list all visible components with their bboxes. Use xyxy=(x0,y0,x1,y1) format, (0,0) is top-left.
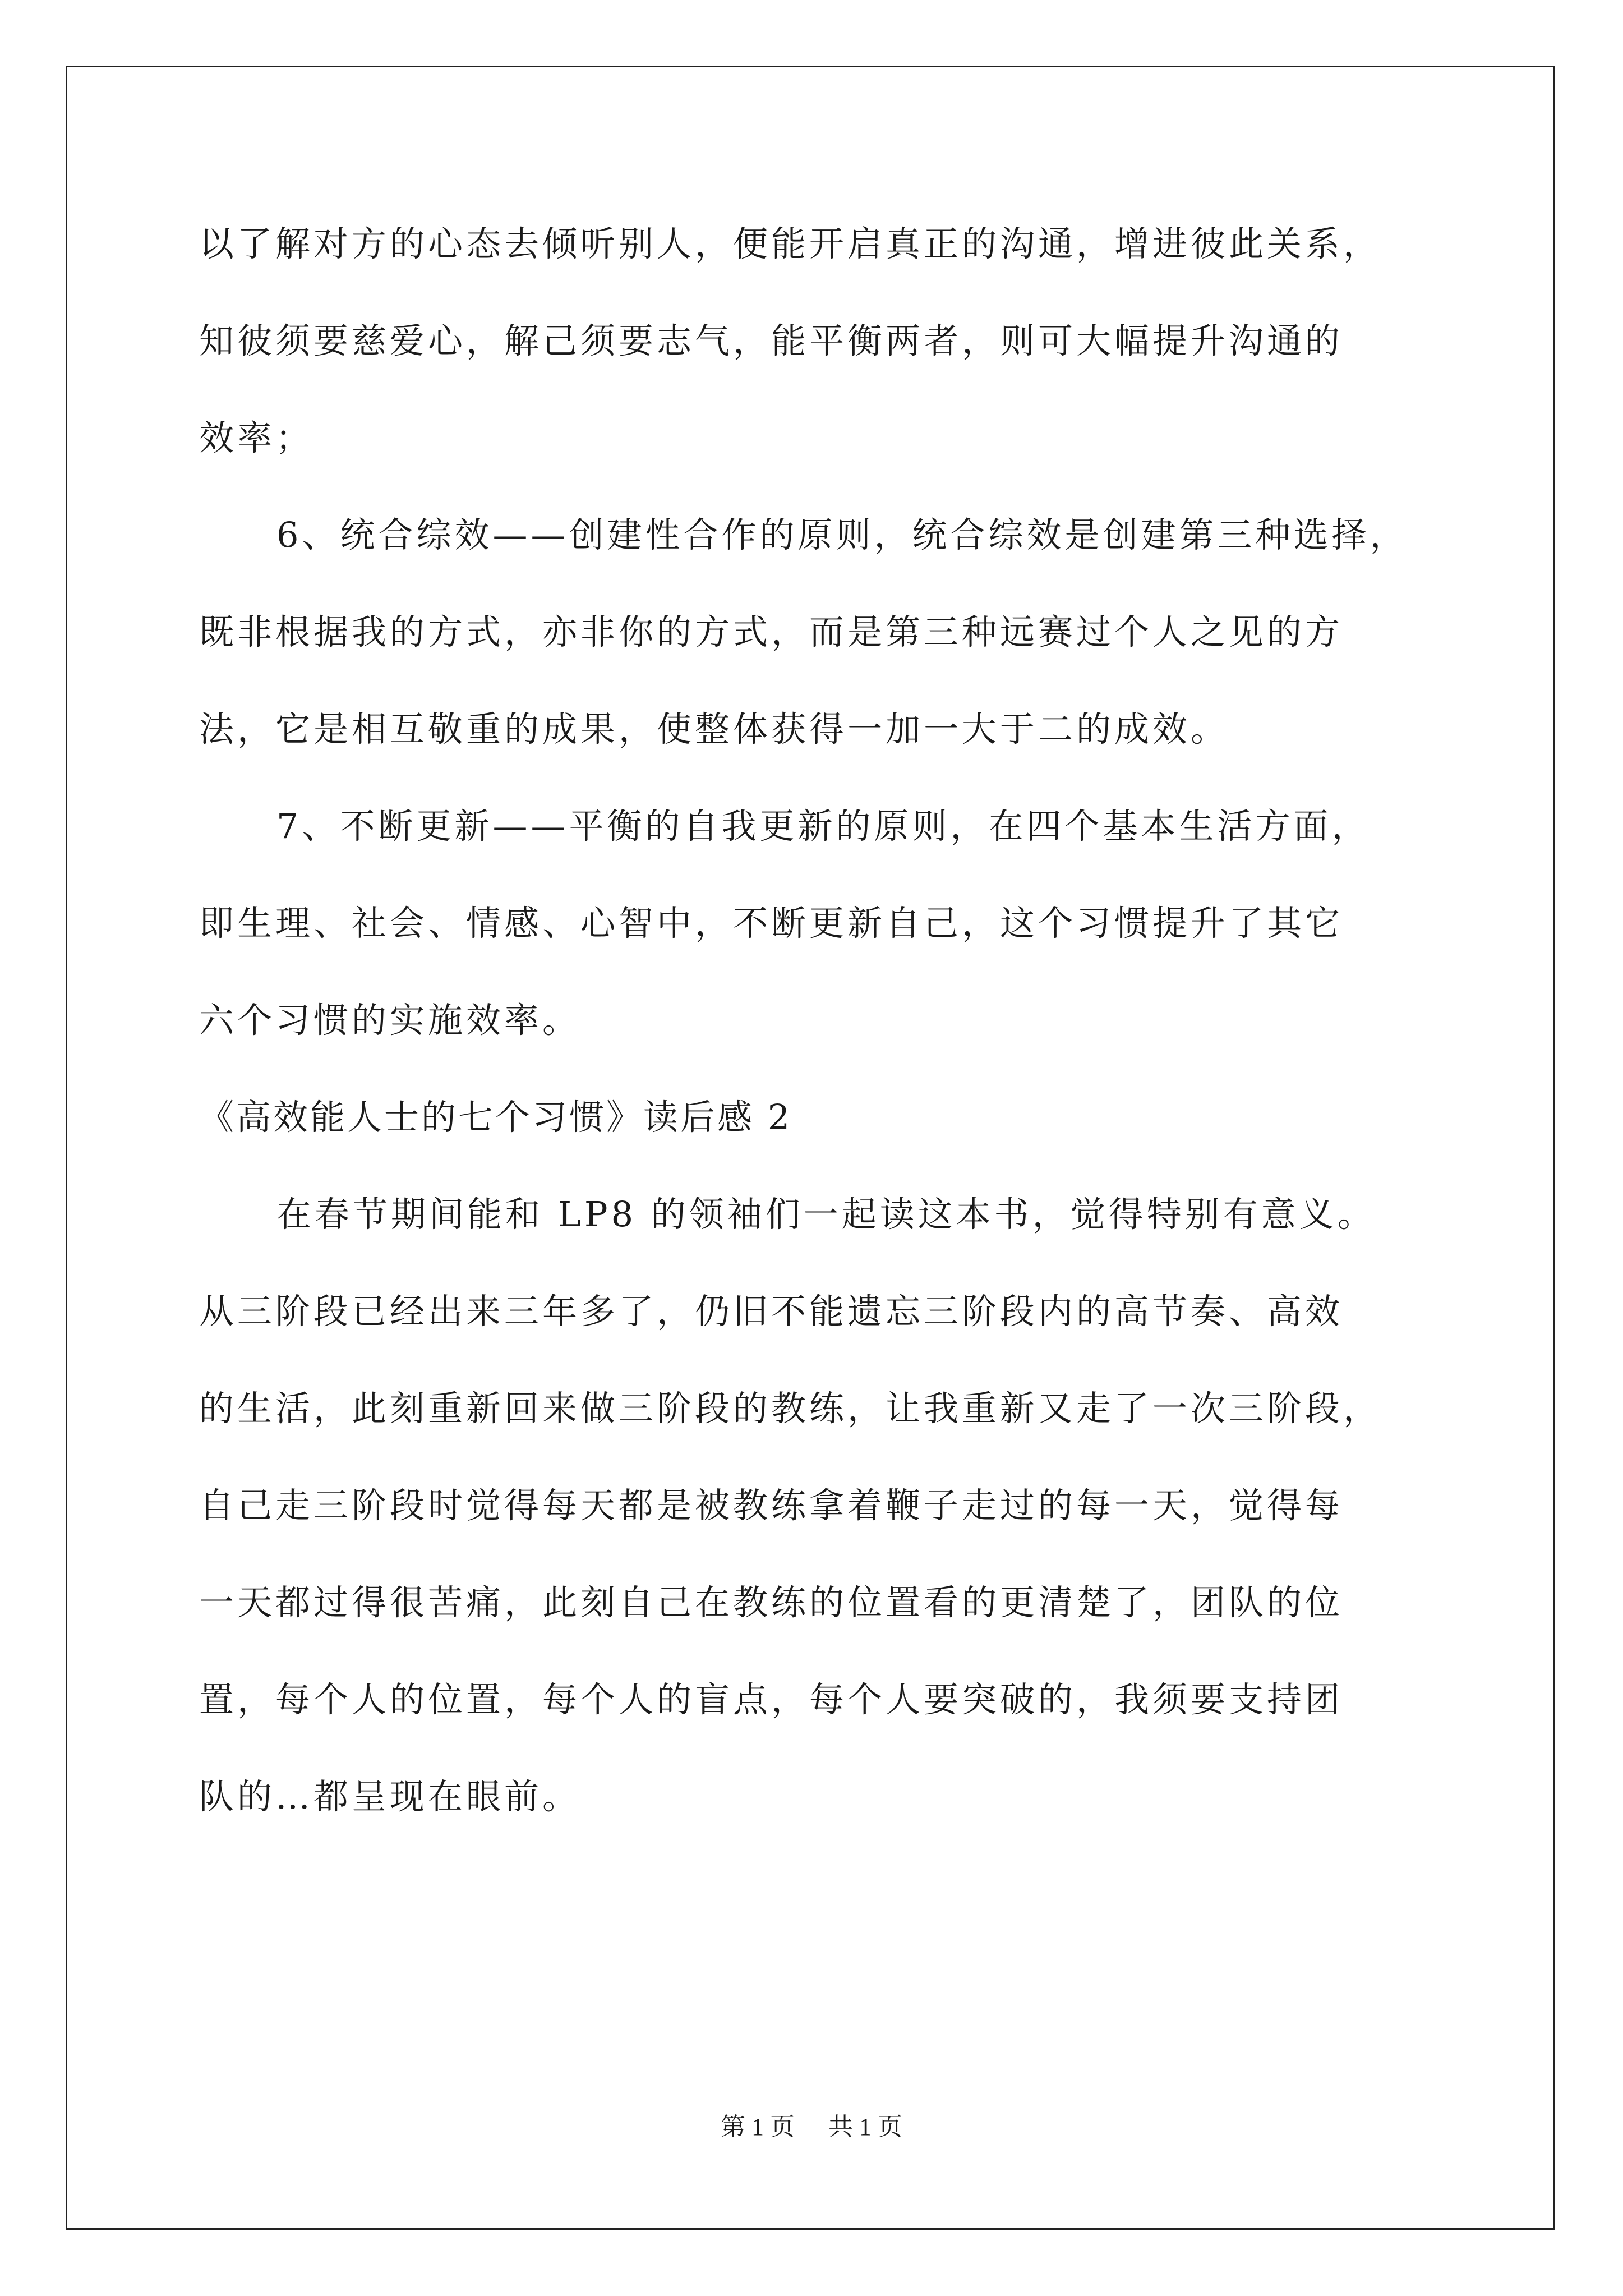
page-number-total: 共 1 页 xyxy=(828,2113,902,2141)
text-line: 的生活，此刻重新回来做三阶段的教练，让我重新又走了一次三阶段， xyxy=(199,1388,1382,1429)
text-line: 队的…都呈现在眼前。 xyxy=(199,1776,581,1817)
section-heading: 《高效能人士的七个习惯》读后感 2 xyxy=(199,1097,792,1138)
page-footer xyxy=(0,2106,1623,2142)
document-body xyxy=(199,195,1461,1845)
text-line: 以了解对方的心态去倾听别人，便能开启真正的沟通，增进彼此关系， xyxy=(199,223,1382,264)
text-line: 即生理、社会、情感、心智中，不断更新自己，这个习惯提升了其它 xyxy=(199,903,1344,944)
text-line: 六个习惯的实施效率。 xyxy=(199,1000,581,1041)
text-line: 置，每个人的位置，每个人的盲点，每个人要突破的，我须要支持团 xyxy=(199,1679,1344,1720)
text-line: 知彼须要慈爱心，解己须要志气，能平衡两者，则可大幅提升沟通的 xyxy=(199,320,1344,361)
text-line: 效率； xyxy=(199,417,314,458)
text-line: 从三阶段已经出来三年多了，仍旧不能遗忘三阶段内的高节奏、高效 xyxy=(199,1291,1344,1332)
text-line: 一天都过得很苦痛，此刻自己在教练的位置看的更清楚了，团队的位 xyxy=(199,1582,1344,1623)
paragraph-item-6: 6、统合综效——创建性合作的原则，统合综效是创建第三种选择， xyxy=(276,514,1408,555)
page-number-current: 第 1 页 xyxy=(721,2113,795,2141)
text-line: 法，它是相互敬重的成果，使整体获得一加一大于二的成效。 xyxy=(199,708,1229,749)
paragraph-start: 在春节期间能和 LP8 的领袖们一起读这本书，觉得特别有意义。 xyxy=(276,1194,1376,1235)
text-line: 既非根据我的方式，亦非你的方式，而是第三种远赛过个人之见的方 xyxy=(199,611,1344,652)
text-line: 自己走三阶段时觉得每天都是被教练拿着鞭子走过的每一天，觉得每 xyxy=(199,1485,1344,1526)
paragraph-item-7: 7、不断更新——平衡的自我更新的原则，在四个基本生活方面， xyxy=(276,806,1370,846)
